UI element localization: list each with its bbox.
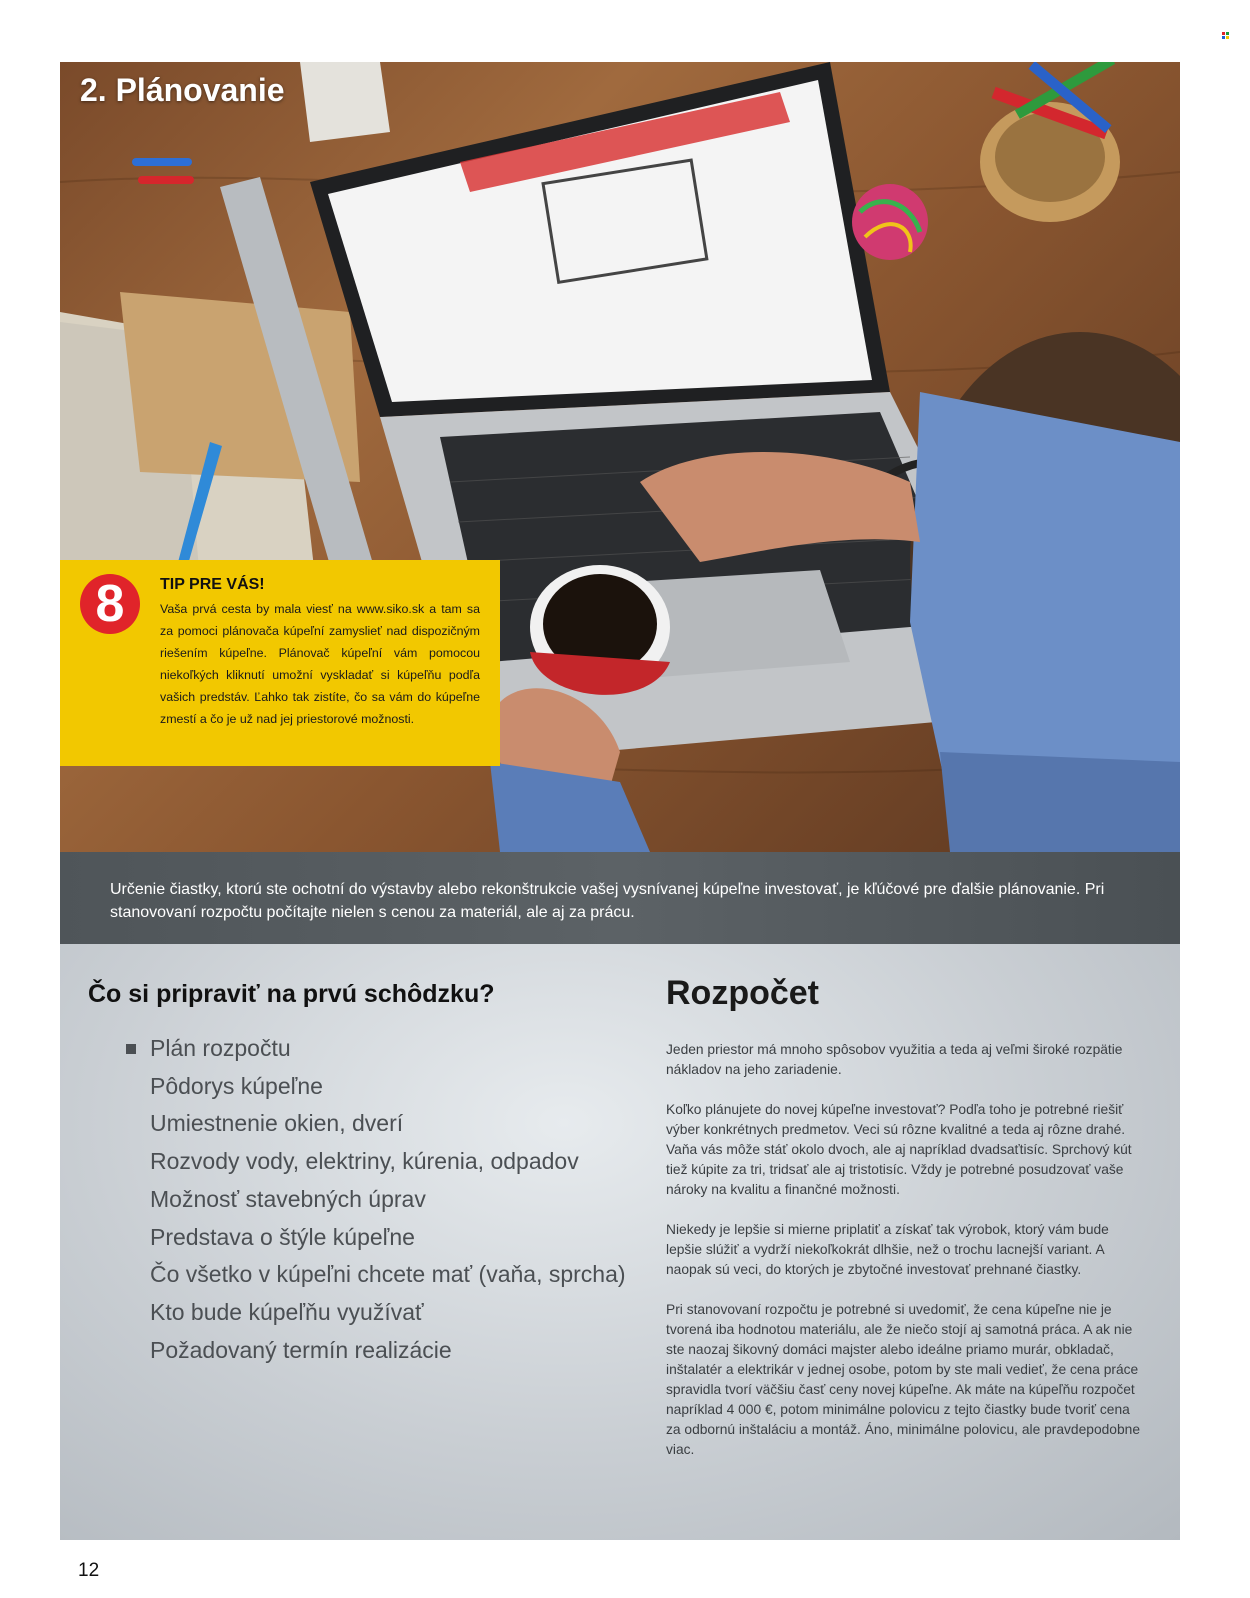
corner-color-mark bbox=[1222, 32, 1230, 40]
checklist-item: Možnosť stavebných úprav bbox=[150, 1185, 426, 1212]
tip-text: Vaša prvá cesta by mala viesť na www.siko.sk a tam sa za pomoci plánovača kúpeľní zamyslieť nad dispozičným riešením kúpeľne. Plánovač kúpeľní vám pomocou niekoľkých kliknutí umožní vyskladať si kúpeľňu podľa vašich predstáv. Ľahko tak zistíte, čo sa vám do kúpeľne zmestí a čo je už nad jej priestorové možnosti. bbox=[160, 602, 480, 726]
checklist-item: Umiestnenie okien, dverí bbox=[150, 1110, 404, 1137]
budget-paragraph: Niekedy je lepšie si mierne priplatiť a získať tak výrobok, ktorý vám bude lepšie slúžiť a vydrží niekoľkokrát dlhšie, než o trochu lacnejší variant. A naopak sú veci, do ktorých je zbytočné investovať prehnané čiastky. bbox=[666, 1222, 1109, 1277]
checklist-item: Predstava o štýle kúpeľne bbox=[150, 1223, 415, 1250]
square-bullet-icon bbox=[126, 1044, 136, 1054]
checklist-item: Pôdorys kúpeľne bbox=[150, 1072, 323, 1099]
budget-paragraph: Koľko plánujete do novej kúpeľne investovať? Podľa toho je potrebné riešiť výber konkrétnych predmetov. Veci sú rôzne kvalitné a teda aj rôzne drahé. Vaňa vás môže stáť okolo dvoch, ale aj napríklad dvadsaťtisíc. Sprchový kút tiež kúpite za tri, tridsať ale aj tristotisíc. Vždy je potrebné posudzovať vaše nároky na kvalitu a finančné možnosti. bbox=[666, 1102, 1132, 1197]
intro-band bbox=[60, 852, 1180, 944]
tip-box bbox=[60, 560, 500, 766]
tip-title: TIP PRE VÁS! bbox=[160, 576, 265, 593]
budget-paragraph: Jeden priestor má mnoho spôsobov využitia a teda aj veľmi široké rozpätie nákladov na jeho zariadenie. bbox=[666, 1042, 1123, 1077]
hero-photo bbox=[60, 62, 1180, 852]
page-number: 12 bbox=[78, 1560, 100, 1581]
checklist-heading: Čo si pripraviť na prvú schôdzku? bbox=[88, 980, 495, 1008]
intro-text: Určenie čiastky, ktorú ste ochotní do výstavby alebo rekonštrukcie vašej vysnívanej kúpeľne investovať, je kľúčové pre ďalšie plánovanie. Pri stanovovaní rozpočtu počítajte nielen s cenou za materiál, ale aj za prácu. bbox=[110, 881, 1105, 921]
checklist-item: Plán rozpočtu bbox=[126, 1030, 626, 1068]
budget-paragraph: Pri stanovovaní rozpočtu je potrebné si uvedomiť, že cena kúpeľne nie je tvorená iba hodnotou materiálu, ale že niečo stojí aj samotná práca. A ak nie ste naozaj šikovný domáci majster alebo ideálne priamo murár, obkladač, inštalatér a elektrikár v jednej osobe, potom by ste mali vedieť, že cena práce spravidla tvorí väčšiu časť ceny novej kúpeľne. Ak máte na kúpeľňu rozpočet napríklad 4 000 €, potom minimálne polovicu z tejto čiastky bude tvoriť cena za odbornú inštaláciu a montáž. Áno, minimálne polovicu, ale pravdepodobne viac. bbox=[666, 1302, 1140, 1457]
checklist-item: Čo všetko v kúpeľni chcete mať (vaňa, sprcha) bbox=[150, 1261, 626, 1288]
checklist-item: Rozvody vody, elektriny, kúrenia, odpadov bbox=[150, 1148, 579, 1175]
checklist-item: Požadovaný termín realizácie bbox=[150, 1336, 452, 1363]
budget-heading: Rozpočet bbox=[666, 974, 819, 1012]
content-panel bbox=[60, 944, 1180, 1540]
tip-number-badge: 8 bbox=[80, 574, 140, 634]
checklist-item: Kto bude kúpeľňu využívať bbox=[150, 1298, 424, 1325]
budget-text bbox=[666, 1040, 1144, 1480]
section-title: 2. Plánovanie bbox=[80, 72, 285, 108]
checklist bbox=[126, 1030, 626, 1369]
